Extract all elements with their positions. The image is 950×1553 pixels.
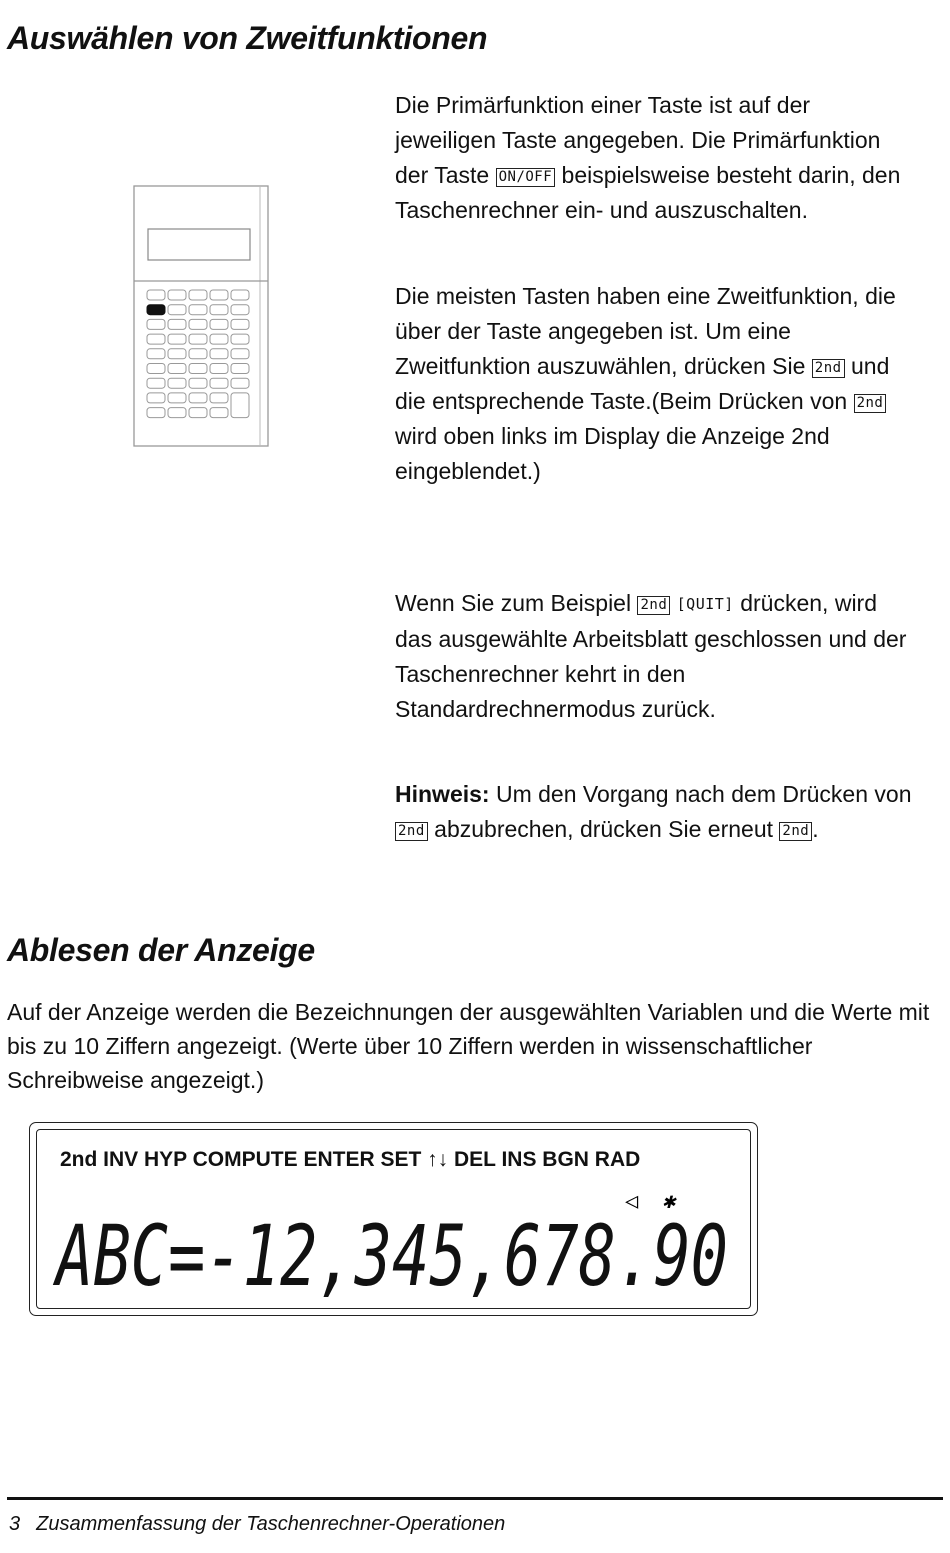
calculator-key-shape xyxy=(147,378,165,388)
2nd-key-label: 2nd xyxy=(779,822,812,841)
calculator-key-shape xyxy=(147,290,165,300)
calculator-key-shape xyxy=(189,319,207,329)
calculator-key-shape xyxy=(168,364,186,374)
calculator-key-shape xyxy=(147,393,165,403)
calculator-illustration xyxy=(133,185,269,447)
calculator-key-shape xyxy=(210,364,228,374)
calculator-key-shape xyxy=(231,334,249,344)
calculator-key-shape xyxy=(189,393,207,403)
calculator-key-shape xyxy=(189,364,207,374)
calculator-key-shape xyxy=(147,349,165,359)
paragraph-second-function: Die meisten Tasten haben eine Zweitfunktion, die über der Taste angegeben ist. Um eine Zweitfunktion auszuwählen, drücken Sie 2nd und die entsprechende Taste.(Beim Drücken von 2nd wird oben links im Display die Anzeige 2nd eingeblendet.) xyxy=(395,283,896,484)
calculator-key-shape xyxy=(210,393,228,403)
calculator-key-shape xyxy=(210,290,228,300)
hint-label: Hinweis: xyxy=(395,781,490,807)
2nd-key-label: 2nd xyxy=(812,359,845,378)
calculator-key-shape xyxy=(168,290,186,300)
2nd-key-label: 2nd xyxy=(637,596,670,615)
calculator-key-shape xyxy=(147,364,165,374)
calculator-key-shape xyxy=(231,378,249,388)
calculator-key-shape xyxy=(210,349,228,359)
calculator-key-shape xyxy=(168,349,186,359)
2nd-key-label: 2nd xyxy=(395,822,428,841)
on-off-key-label: ON/OFF xyxy=(496,168,556,187)
calculator-key-shape xyxy=(189,408,207,418)
calculator-key-shape xyxy=(147,408,165,418)
calculator-key-shape xyxy=(168,393,186,403)
page-footer xyxy=(9,1513,505,1536)
section-title-reading-display: Ablesen der Anzeige xyxy=(7,932,315,968)
footer-chapter-title: Zusammenfassung der Taschenrechner-Operationen xyxy=(36,1513,506,1535)
calculator-key-shape xyxy=(168,408,186,418)
calculator-key-shape xyxy=(189,378,207,388)
calculator-key-shape xyxy=(147,305,165,315)
calculator-key-shape xyxy=(168,319,186,329)
lcd-star-symbol: ✱ xyxy=(662,1189,676,1214)
calculator-key-shape xyxy=(231,319,249,329)
calculator-key-shape xyxy=(210,334,228,344)
display-intro-paragraph: Auf der Anzeige werden die Bezeichnungen der ausgewählten Variablen und die Werte mit bis zu 10 Ziffern angezeigt. (Werte über 10 Ziffern werden in wissenschaftlicher Schreibweise angezeigt.) xyxy=(7,999,930,1093)
paragraph-primary-function: Die Primärfunktion einer Taste ist auf der jeweiligen Taste angegeben. Die Primärfunktion der Taste ON/OFF beispielsweise besteht darin, den Taschenrechner ein- und auszuschalten. xyxy=(395,92,901,223)
calculator-key-shape xyxy=(231,364,249,374)
calculator-key-shape xyxy=(210,319,228,329)
page-number: 3 xyxy=(9,1513,21,1535)
calculator-key-shape xyxy=(210,305,228,315)
calculator-key-shape xyxy=(147,334,165,344)
calculator-key-shape xyxy=(210,408,228,418)
lcd-main-readout xyxy=(52,1180,752,1305)
paragraph-quit-example: Wenn Sie zum Beispiel 2nd [QUIT] drücken, wird das ausgewählte Arbeitsblatt geschlossen und der Taschenrechner kehrt in den Standardrechnermodus zurück. xyxy=(395,590,907,722)
calculator-key-shape xyxy=(168,378,186,388)
calculator-key-shape xyxy=(231,290,249,300)
quit-key-label: [QUIT] xyxy=(676,595,734,613)
calculator-key-shape xyxy=(189,349,207,359)
footer-rule xyxy=(7,1497,943,1500)
calculator-key-shape xyxy=(231,349,249,359)
lcd-left-arrow-symbol: ◁ xyxy=(625,1189,639,1214)
calculator-equals-key-shape xyxy=(231,393,249,418)
calculator-key-shape xyxy=(189,334,207,344)
2nd-key-label: 2nd xyxy=(854,394,887,413)
section-title-second-functions: Auswählen von Zweitfunktionen xyxy=(7,20,488,56)
calculator-key-shape xyxy=(168,334,186,344)
lcd-value-text: ABC=-12,345,678.90 xyxy=(52,1207,728,1305)
lcd-indicator-row: 2nd INV HYP COMPUTE ENTER SET ↑↓ DEL INS BGN RAD xyxy=(60,1148,641,1171)
calculator-key-shape xyxy=(147,319,165,329)
calculator-key-shape xyxy=(189,305,207,315)
calculator-key-shape xyxy=(168,305,186,315)
paragraph-hint: Hinweis: Um den Vorgang nach dem Drücken von 2nd abzubrechen, drücken Sie erneut 2nd . xyxy=(395,781,912,842)
calculator-key-shape xyxy=(189,290,207,300)
calculator-key-shape xyxy=(210,378,228,388)
calculator-key-shape xyxy=(231,305,249,315)
